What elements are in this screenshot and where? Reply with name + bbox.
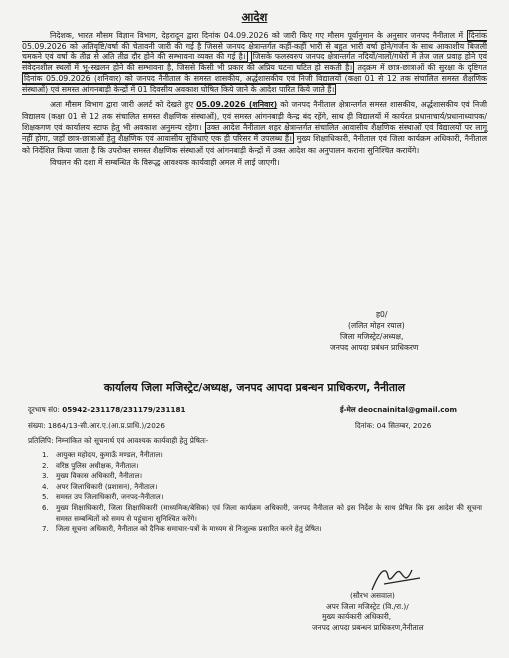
issue-date: 04 सितम्बर, 2026 (376, 421, 432, 430)
recipient-text: मुख्य शिक्षाधिकारी, जिला शिक्षाधिकारी (माध्यमिक/बेसिक) एवं जिला कार्यक्रम अधिकारी, जनपद नैनीताल को इस निर्देश के साथ प्रेषित कि इस आदेश की सूचना समस्त सम्बन्धितों को समय से पहुंचाना सुनिश्चित करेंगे। (56, 502, 482, 523)
highlight-exemption: उक्त आदेश नैनीताल शहर क्षेत्रान्तर्गत संचालित आवासीय शैक्षणिक संस्थाओं एवं विद्यालयों पर लागू नहीं होगा, जहाँ छात्र-छात्राओं हेतु शैक्षणिक एवं आवासीय सुविधाएं एक ही परिसर में उपलब्ध हैं। (22, 123, 487, 144)
dm-signature-block (330, 309, 490, 353)
recipient-number: 7. (42, 524, 49, 534)
recipient-text: जिला सूचना अधिकारी, नैनीताल को दैनिक समाचार-पत्रों के माध्यम से निःशुल्क प्रसारित करने हेतु प्रेषित। (56, 524, 322, 534)
closure-date: 05.09.2026 (शनिवार) (196, 100, 278, 110)
highlight-holiday: दिनांक 05.09.2026 (शनिवार) को जनपद नैनीताल के समस्त शासकीय, अर्द्धशासकीय एवं निजी विद्यालयों (कक्षा 01 से 12 तक संचालित समस्त शैक्षणिक संस्थाओं) एवं समस्त आंगनबाड़ी केन्द्रों में 01 दिवसीय अवकाश घोषित किये जाने के आदेश पारित किये जाते हैं। (22, 73, 487, 94)
email-address: deocnainital@gmail.com (357, 405, 457, 414)
recipient-number: 2. (42, 460, 49, 470)
paragraph-penalty: विचलन की दशा में सम्बन्धित के विरूद्ध आवश्यक कार्यवाही अमल में लाई जाएगी। (50, 158, 280, 168)
recipient-list (42, 450, 482, 535)
paragraph-forecast: निदेशक, भारत मौसम विज्ञान विभाग, देहरादून द्वारा दिनांक 04.09.2026 को जारी किए गए मौसम पूर्वानुमान के अनुसार जनपद नैनीताल में दिनांक 05.09.2026 को अतिवृष्टि/वर्षा की चेतावनी जारी की गई है जिससे जनपद क्षेत्रान्तर्गत कहीं-कहीं भारी से बहुत भारी वर्षा होने/गर्जन के साथ आकाशीय बिजली चमकने एवं वर्षा के तीव्र से अति तीव्र दौर होने की सम्भावना व्यक्त की गई है। जिसके फलस्वरुप जनपद क्षेत्रान्तर्गत नदियों/नालों/गधेरों में तेज जल प्रवाह होने एवं संवेदनशील स्थलों में भू-स्खलन होने की सम्भावना है, जिससे किसी भी प्रकार की अप्रिय घटना घटित हो सकती है। तद्क्रम में छात्र-छात्राओं की सुरक्षा के दृष्टिगत दिनांक 05.09.2026 (शनिवार) को जनपद नैनीताल के समस्त शासकीय, अर्द्धशासकीय एवं निजी विद्यालयों (कक्षा 01 से 12 तक संचालित समस्त शैक्षणिक संस्थाओं) एवं समस्त आंगनबाड़ी केन्द्रों में 01 दिवसीय अवकाश घोषित किये जाने के आदेश पारित किये जाते हैं। (22, 31, 488, 94)
copy-to-heading: प्रतिलिपि: निम्नांकित को सूचनार्थ एवं आवश्यक कार्यवाही हेतु प्रेषितः- (28, 436, 209, 445)
adm-authority: जनपद आपदा प्रबन्धन प्राधिकरण,नैनीताल (312, 622, 424, 632)
recipient-item (42, 471, 482, 482)
recipient-number: 1. (42, 450, 49, 459)
phone-line: दूरभाष सं0: 05942-231178/231179/231181 (28, 405, 186, 414)
recipient-text: अपर जिलाधिकारी (प्रशासन), नैनीताल। (56, 481, 158, 491)
recipient-item (42, 461, 482, 472)
date-line: दिनांक: 04 सितम्बर, 2026 (355, 421, 432, 430)
office-heading: कार्यालय जिला मजिस्ट्रेट/अध्यक्ष, जनपद आपदा प्रबन्धन प्राधिकरण, नैनीताल (103, 381, 406, 394)
dm-post: जिला मजिस्ट्रेट/अध्यक्ष, (340, 332, 404, 341)
adm-post: अपर जिला मजिस्ट्रेट (वि./रा.)/ (326, 601, 409, 611)
email-line: ई-मेल deocnainital@gmail.com (340, 405, 457, 414)
recipient-text: वरिष्ठ पुलिस अधीक्षक, नैनीताल। (56, 460, 139, 470)
recipient-text: मुख्य विकास अधिकारी, नैनीताल। (56, 471, 143, 481)
recipient-item (42, 482, 482, 493)
adm-name: (सौरभ असवाल) (350, 591, 395, 600)
recipient-text: आयुक्त महोदय, कुमाऊँ मण्डल, नैनीताल। (56, 450, 163, 459)
recipient-item (42, 450, 482, 461)
highlight-landslide: जिसके फलस्वरुप जनपद क्षेत्रान्तर्गत नदियों/नालों/गधेरों में तेज जल प्रवाह होने एवं संवेदनशील स्थलों में भू-स्खलन होने की सम्भावना है, जिससे किसी भी प्रकार की अप्रिय घटना घटित हो सकती है। (22, 52, 488, 73)
adm-ceo: मुख्य कार्यकारी अधिकारी, (322, 612, 392, 621)
phone-number: 05942-231178/231179/231181 (62, 405, 186, 414)
recipient-item (42, 492, 482, 503)
recipient-item (42, 524, 482, 535)
signed-mark: ह0/ (376, 310, 388, 319)
dm-name: (ललित मोहन रयाल) (348, 321, 405, 330)
recipient-number: 4. (42, 481, 49, 491)
reference-line: संख्या: 1864/13-सी.आर.ए.(आ.प्र.प्राधि.)/2026 (28, 421, 165, 430)
highlight-warning: दिनांक 05.09.2026 को अतिवृष्टि/वर्षा की चेतावनी जारी की गई है जिससे जनपद क्षेत्रान्तर्गत कहीं-कहीं भारी से बहुत भारी वर्षा होने/गर्जन के साथ आकाशीय बिजली चमकने एवं वर्षा के तीव्र से अति तीव्र दौर होने की सम्भावना व्यक्त की गई है। (22, 31, 487, 62)
recipient-text: समस्त उप जिलाधिकारी, जनपद-नैनीताल। (56, 492, 164, 502)
order-title: आदेश (241, 10, 268, 24)
recipient-item (42, 503, 482, 524)
adm-signature-block (312, 591, 492, 633)
reference-number: 1864/13-सी.आर.ए.(आ.प्र.प्राधि.)/2026 (47, 421, 165, 430)
recipient-number: 5. (42, 492, 49, 502)
recipient-number: 6. (42, 502, 49, 512)
dm-authority: जनपद आपदा प्रबंधन प्राधिकरण (330, 343, 419, 352)
paragraph-closure: अतः मौसम विभाग द्वारा जारी अलर्ट को देखते हुए 05.09.2026 (शनिवार) को जनपद नैनीताल क्षेत्रान्तर्गत समस्त शासकीय, अर्द्धशासकीय एवं निजी विद्यालय (कक्षा 01 से 12 तक संचालित समस्त शैक्षणिक संस्थाओं), एवं समस्त आंगनबाड़ी केन्द्र बंद रहेंगे, साथ ही विद्यालयों में कार्यरत प्रधानाचार्य/प्रधानाध्यापक/शिक्षकगण एवं कार्यालय स्टाफ हेतु भी अवकाश अनुमन्य रहेगा। उक्त आदेश नैनीताल शहर क्षेत्रान्तर्गत संचालित आवासीय शैक्षणिक संस्थाओं एवं विद्यालयों पर लागू नहीं होगा, जहाँ छात्र-छात्राओं हेतु शैक्षणिक एवं आवासीय सुविधाएं एक ही परिसर में उपलब्ध हैं। मुख्य शिक्षाधिकारी, नैनीताल एवं जिला कार्यक्रम अधिकारी, नैनीताल को निर्देशित किया जाता है कि उपरोक्त समस्त शैक्षणिक संस्थाओं एवं आंगनबाड़ी केन्द्रों में उक्त आदेश का अनुपालन कराना सुनिश्चित करायेंगे। (22, 100, 487, 155)
recipient-number: 3. (42, 471, 49, 481)
handwritten-signature-icon (366, 564, 426, 594)
